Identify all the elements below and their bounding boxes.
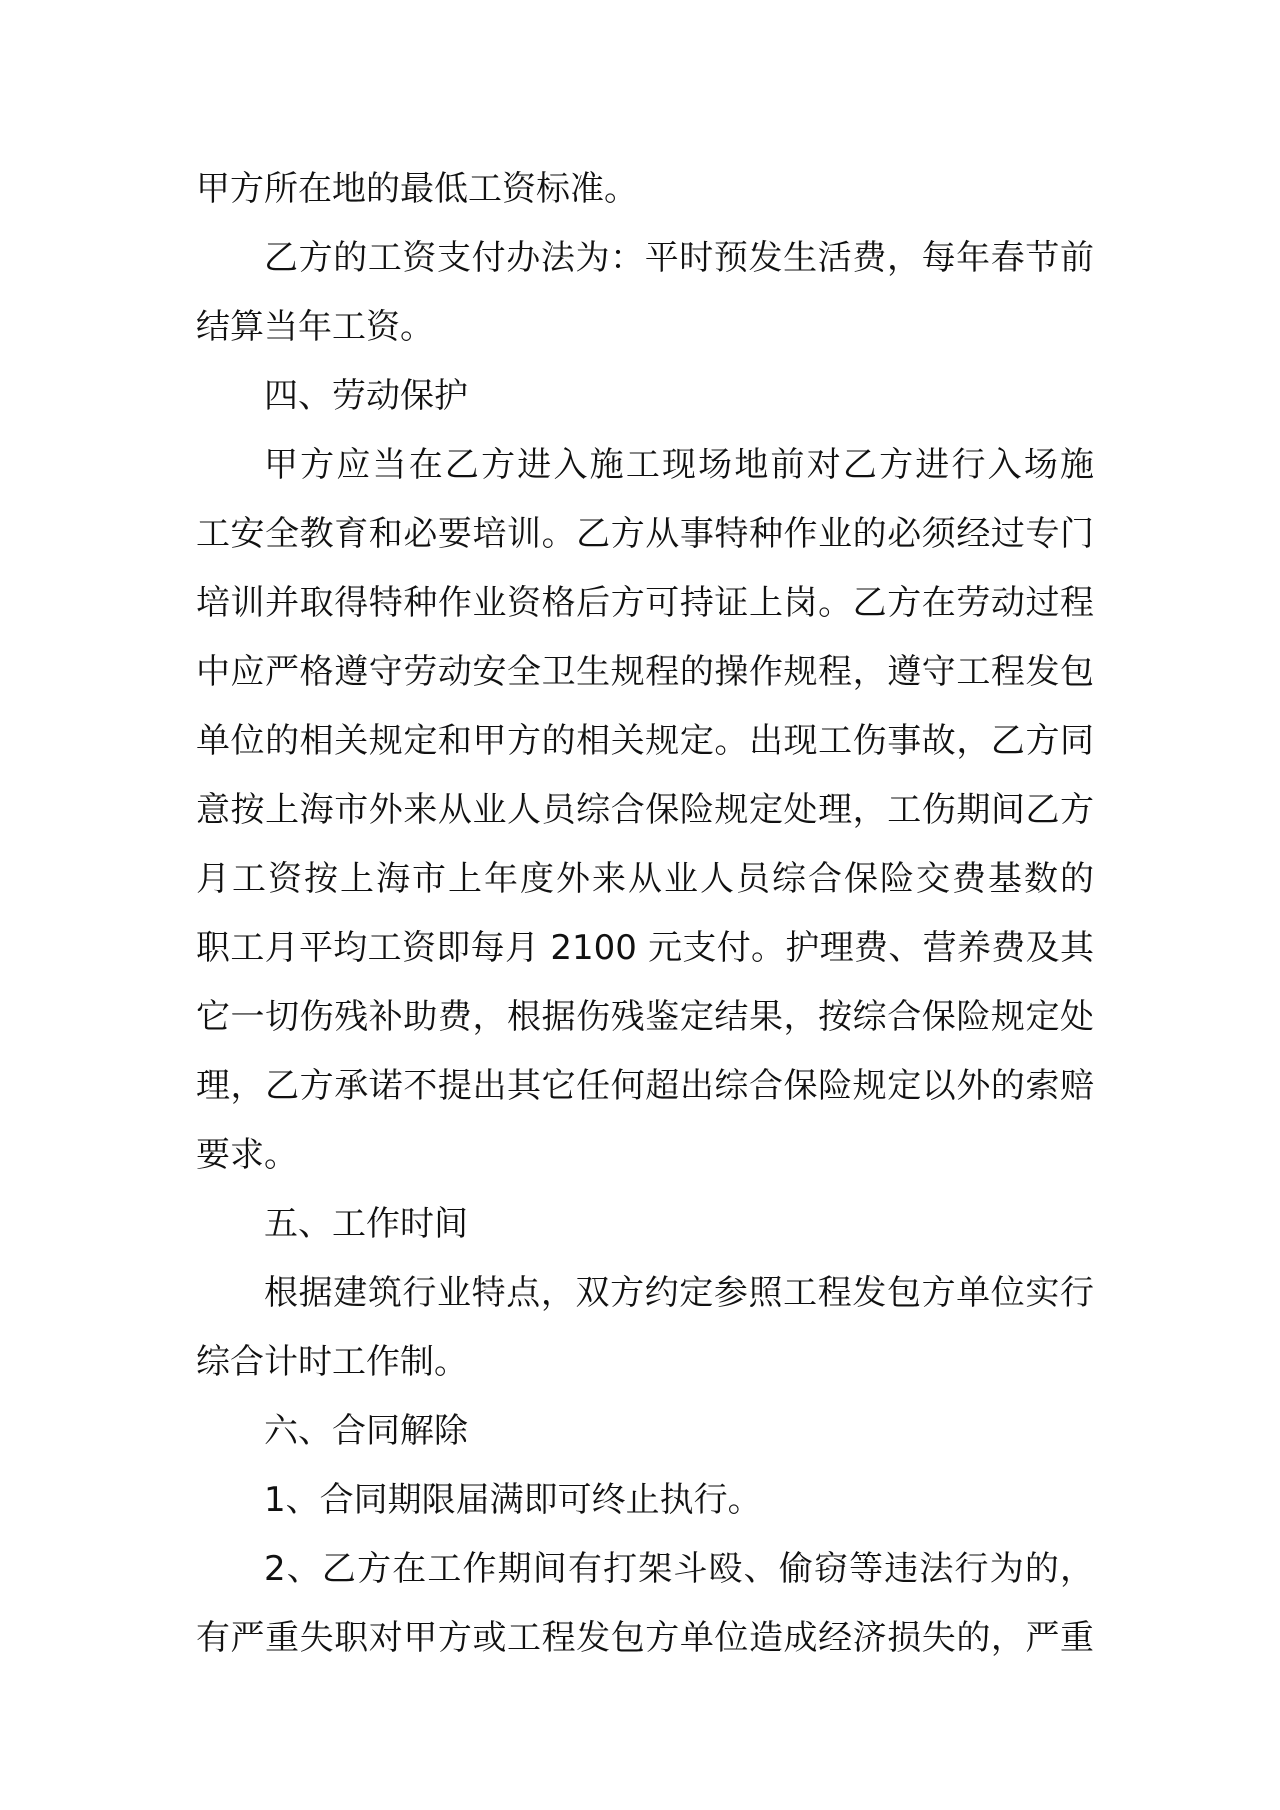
text-line: 中应严格遵守劳动安全卫生规程的操作规程，遵守工程发包	[196, 652, 1094, 692]
text-line: 甲方应当在乙方进入施工现场地前对乙方进行入场施	[264, 445, 1094, 485]
section-heading: 四、劳动保护	[264, 376, 468, 416]
section-heading: 五、工作时间	[264, 1204, 468, 1244]
text-line: 培训并取得特种作业资格后方可持证上岗。乙方在劳动过程	[196, 583, 1094, 623]
text-line: 职工月平均工资即每月 2100 元支付。护理费、营养费及其	[196, 928, 1094, 968]
text-line: 甲方所在地的最低工资标准。	[196, 169, 638, 209]
list-item: 2、乙方在工作期间有打架斗殴、偷窃等违法行为的，	[264, 1549, 1094, 1589]
text-line: 单位的相关规定和甲方的相关规定。出现工伤事故，乙方同	[196, 721, 1094, 761]
text-line: 有严重失职对甲方或工程发包方单位造成经济损失的，严重	[196, 1618, 1094, 1658]
text-line: 结算当年工资。	[196, 307, 434, 347]
text-line: 月工资按上海市上年度外来从业人员综合保险交费基数的	[196, 859, 1094, 899]
text-line: 它一切伤残补助费，根据伤残鉴定结果，按综合保险规定处	[196, 997, 1094, 1037]
section-heading: 六、合同解除	[264, 1411, 468, 1451]
document-body	[196, 155, 1094, 1673]
text-line: 根据建筑行业特点，双方约定参照工程发包方单位实行	[264, 1273, 1094, 1313]
text-line: 乙方的工资支付办法为：平时预发生活费，每年春节前	[264, 238, 1094, 278]
text-line: 意按上海市外来从业人员综合保险规定处理，工伤期间乙方	[196, 790, 1094, 830]
list-item: 1、合同期限届满即可终止执行。	[264, 1480, 762, 1520]
text-line: 综合计时工作制。	[196, 1342, 468, 1382]
text-line: 工安全教育和必要培训。乙方从事特种作业的必须经过专门	[196, 514, 1094, 554]
text-line: 理，乙方承诺不提出其它任何超出综合保险规定以外的索赔	[196, 1066, 1094, 1106]
text-line: 要求。	[196, 1135, 298, 1175]
